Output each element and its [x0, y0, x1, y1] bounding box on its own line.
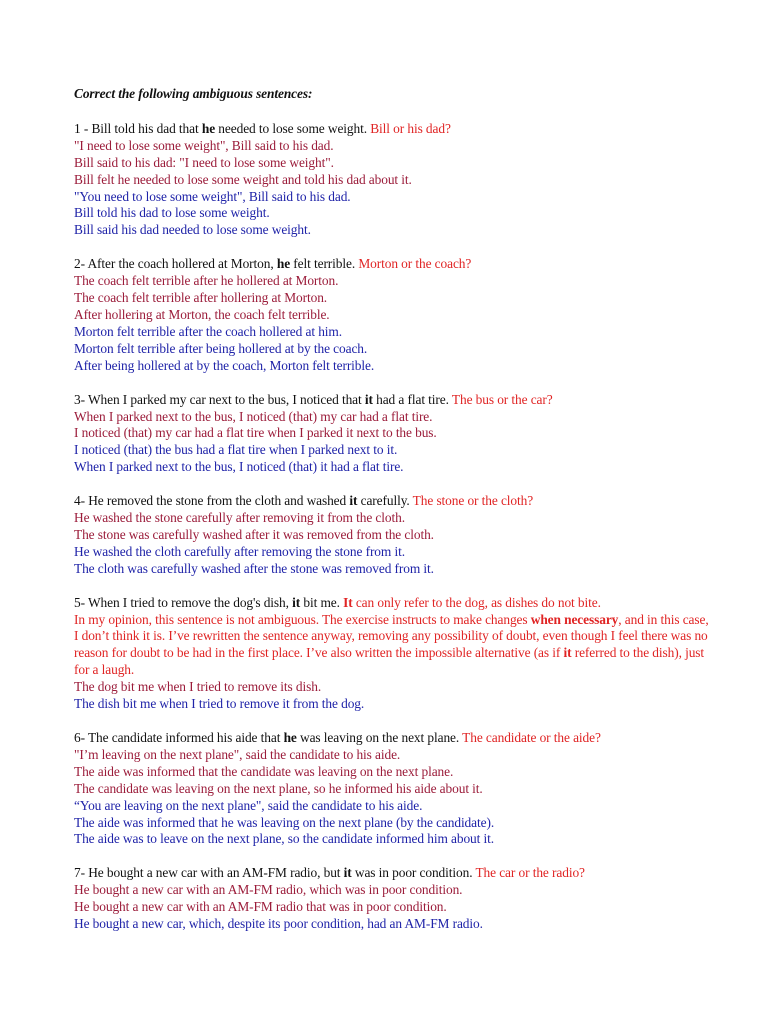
prompt-text: bit me. — [300, 594, 344, 610]
prompt-text: 7- He bought a new car with an AM-FM radio, but — [74, 865, 344, 881]
document — [74, 86, 714, 950]
answer-line: Bill felt he needed to lose some weight and told his dad about it. — [74, 171, 412, 187]
answer-line: The coach felt terrible after he hollered at Morton. — [74, 273, 339, 289]
answer-line: The dog bit me when I tried to remove its dish. — [74, 679, 322, 695]
note-emphasis: when necessary — [530, 611, 619, 627]
answer-line: I noticed (that) my car had a flat tire when I parked it next to the bus. — [74, 425, 437, 441]
prompt-text: had a flat tire. — [372, 391, 452, 407]
answer-line: Morton felt terrible after the coach hollered at him. — [74, 323, 342, 339]
ambiguity-question: Bill or his dad? — [370, 120, 451, 136]
answer-line: When I parked next to the bus, I noticed (that) my car had a flat tire. — [74, 408, 433, 424]
answer-line: The aide was informed that the candidate was leaving on the next plane. — [74, 763, 454, 779]
ambiguous-pronoun: it — [364, 391, 373, 407]
ambiguous-pronoun: he — [201, 120, 216, 136]
prompt-sentence — [74, 730, 714, 747]
exercise-item-2 — [74, 256, 714, 374]
ambiguity-question: can only refer to the dog, as dishes do not bite. — [352, 594, 601, 610]
ambiguity-question-emphasis: It — [343, 594, 353, 610]
answer-line: The dish bit me when I tried to remove it from the dog. — [74, 696, 365, 712]
prompt-text: needed to lose some weight. — [215, 120, 371, 136]
exercise-item-3 — [74, 392, 714, 477]
ambiguity-question: The bus or the car? — [451, 391, 553, 407]
ambiguity-question: The car or the radio? — [475, 865, 585, 881]
prompt-text: 5- When I tried to remove the dog's dish, — [74, 594, 293, 610]
answer-line: The stone was carefully washed after it was removed from the cloth. — [74, 526, 434, 542]
answer-line: "I’m leaving on the next plane", said the candidate to his aide. — [74, 746, 401, 762]
exercise-item-5 — [74, 595, 714, 713]
answer-line: I noticed (that) the bus had a flat tire when I parked next to it. — [74, 442, 398, 458]
answer-line: The cloth was carefully washed after the stone was removed from it. — [74, 560, 434, 576]
prompt-text: 2- After the coach hollered at Morton, — [74, 256, 277, 272]
note-emphasis: it — [563, 645, 572, 661]
answer-line: He bought a new car with an AM-FM radio that was in poor condition. — [74, 899, 447, 915]
ambiguity-question: The candidate or the aide? — [462, 730, 601, 745]
exercise-item-6 — [74, 730, 714, 848]
note-text: , and in this case, I don’t think it is. I’ve rewritten the sentence anyway, removing any possibility of doubt, even though I feel there was no reason for doubt to be had in the first place. I’ve also written the impossible alternative (as if — [74, 611, 709, 661]
answer-line: Bill said his dad needed to lose some weight. — [74, 222, 311, 238]
ambiguous-pronoun: it — [343, 865, 352, 881]
answer-line: The aide was to leave on the next plane, so the candidate informed him about it. — [74, 831, 494, 847]
answer-line: Morton felt terrible after being hollered at by the coach. — [74, 340, 368, 356]
prompt-sentence — [74, 392, 714, 409]
prompt-text: 1 - Bill told his dad that — [74, 120, 202, 136]
page-title: Correct the following ambiguous sentences: — [74, 86, 313, 101]
answer-line: “You are leaving on the next plane", said the candidate to his aide. — [74, 797, 423, 813]
answer-line: He washed the stone carefully after removing it from the cloth. — [74, 510, 405, 526]
answer-line: Bill said to his dad: "I need to lose some weight". — [74, 154, 334, 170]
answer-line: "I need to lose some weight", Bill said to his dad. — [74, 137, 334, 153]
prompt-text: 6- The candidate informed his aide that — [74, 730, 284, 745]
answer-line: He bought a new car with an AM-FM radio, which was in poor condition. — [74, 882, 463, 898]
ambiguity-question: The stone or the cloth? — [412, 493, 534, 509]
answer-line: After hollering at Morton, the coach felt terrible. — [74, 306, 330, 322]
exercise-item-7 — [74, 865, 714, 933]
ambiguous-pronoun: it — [349, 493, 358, 509]
answer-line: The coach felt terrible after hollering at Morton. — [74, 290, 328, 306]
ambiguous-pronoun: he — [276, 256, 291, 272]
answer-line: After being hollered at by the coach, Morton felt terrible. — [74, 357, 375, 373]
answer-line: Bill told his dad to lose some weight. — [74, 205, 270, 221]
prompt-text: was leaving on the next plane. — [296, 730, 463, 745]
prompt-sentence — [74, 493, 714, 510]
ambiguity-question: Morton or the coach? — [358, 256, 472, 272]
note-text: In my opinion, this sentence is not ambiguous. The exercise instructs to make changes — [74, 611, 531, 627]
answer-line: When I parked next to the bus, I noticed (that) it had a flat tire. — [74, 459, 404, 475]
prompt-sentence — [74, 121, 714, 138]
author-note — [74, 612, 714, 680]
ambiguous-pronoun: it — [292, 594, 301, 610]
exercise-item-1 — [74, 121, 714, 239]
ambiguous-pronoun: he — [283, 730, 297, 745]
prompt-text: 4- He removed the stone from the cloth and washed — [74, 493, 350, 509]
prompt-sentence — [74, 865, 714, 882]
answer-line: The candidate was leaving on the next plane, so he informed his aide about it. — [74, 780, 483, 796]
answer-line: The aide was informed that he was leaving on the next plane (by the candidate). — [74, 814, 495, 830]
exercise-item-4 — [74, 493, 714, 578]
prompt-text: was in poor condition. — [351, 865, 476, 881]
prompt-text: carefully. — [357, 493, 413, 509]
answer-line: "You need to lose some weight", Bill said to his dad. — [74, 188, 351, 204]
prompt-text: 3- When I parked my car next to the bus, I noticed that — [74, 391, 365, 407]
answer-line: He washed the cloth carefully after removing the stone from it. — [74, 543, 405, 559]
prompt-sentence — [74, 595, 714, 612]
note-text: referred to the dish), just for a laugh. — [74, 645, 705, 678]
prompt-text: felt terrible. — [290, 256, 359, 272]
answer-line: He bought a new car, which, despite its poor condition, had an AM-FM radio. — [74, 916, 483, 932]
prompt-sentence — [74, 256, 714, 273]
